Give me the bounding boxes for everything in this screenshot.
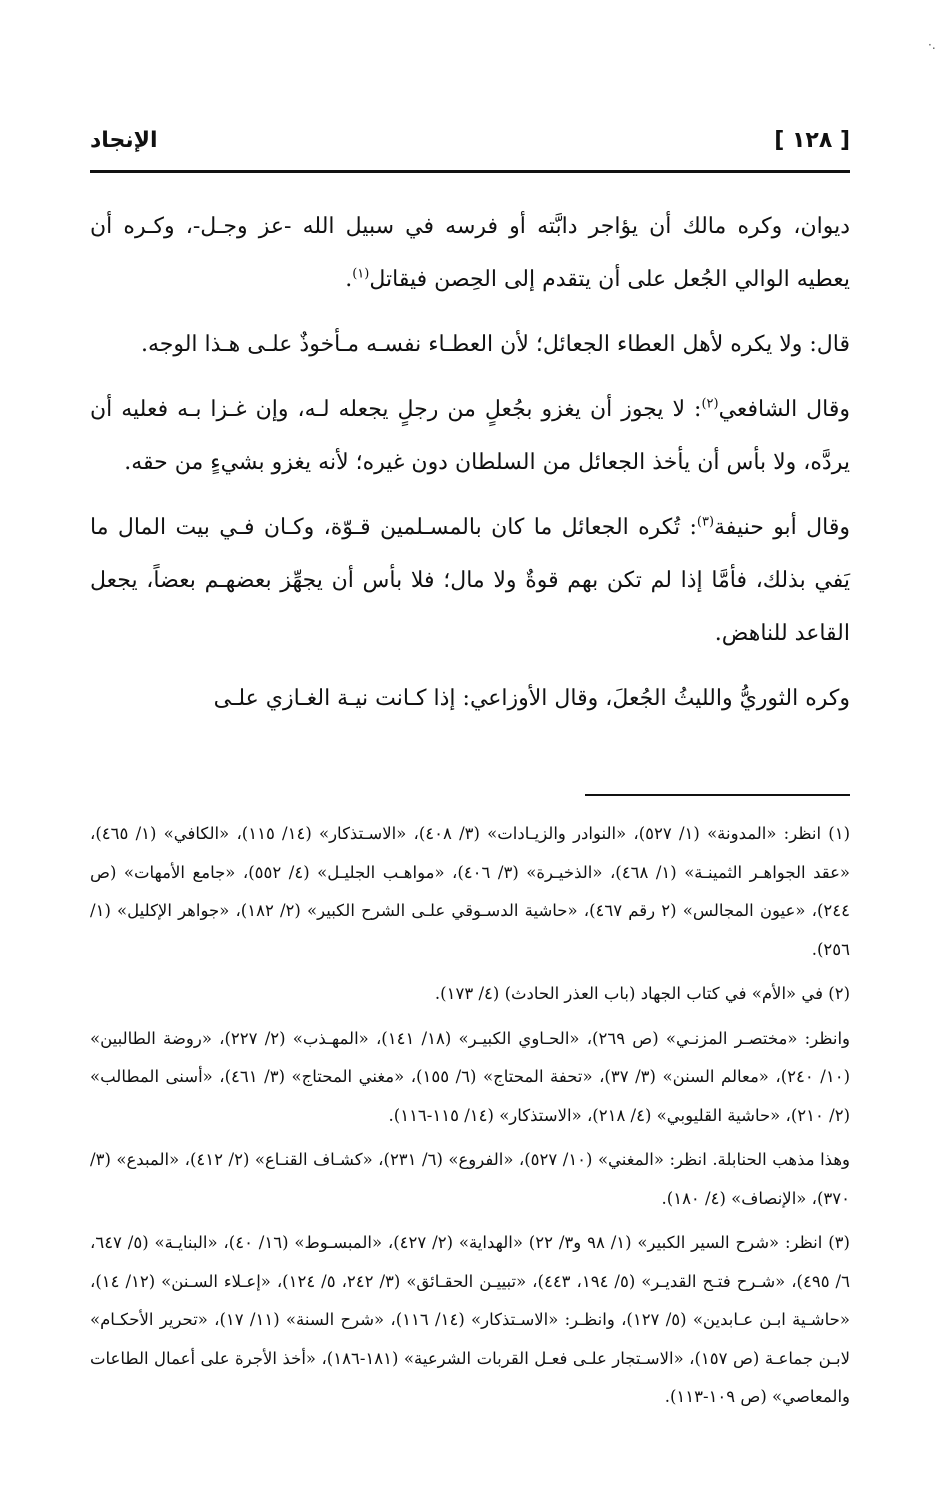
footnote-2-hanbali-refs: وهذا مذهب الحنابلة. انظر: «المغني» (١٠/ ٥٢٧)، «الفروع» (٦/ ٢٣١)، «كشـاف القنـاع» (٢/ ٤١٢)، «المبدع» (٣/ ٣٧٠)، «الإنصاف» (٤/ ١٨٠). — [90, 1150, 850, 1208]
footnote-ref[interactable]: (٢) — [701, 396, 719, 412]
page-number: [ ١٢٨ ] — [774, 128, 850, 153]
footnotes — [90, 815, 850, 1423]
paragraph-text: ديوان، وكره مالك أن يؤاجر دابَّته أو فرسه في سبيل الله -عز وجـل-، وكـره أن يعطيه الوالي الجُعل على أن يتقدم إلى الحِصن فيقاتل — [90, 214, 850, 292]
corner-mark: ·. — [928, 38, 936, 52]
running-title: الإنجاد — [90, 128, 158, 153]
paragraph-start: وقال أبو حنيفة — [714, 515, 850, 540]
footnote-ref[interactable]: (١) — [352, 266, 370, 282]
main-text — [90, 200, 850, 737]
footnote-3: (٣) انظر: «شرح السير الكبير» (١/ ٩٨ و٣/ ٢٢) «الهداية» (٢/ ٤٢٧)، «المبسـوط» (١٦/ ٤٠)، «البنايـة» (٥/ ٦٤٧، ٦/ ٤٩٥)، «شـرح فتـح القديـر» (٥/ ١٩٤، ٤٤٣)، «تبييـن الحقـائق» (٣/ ٢٤٢، ٥/ ١٢٤)، «إعـلاء السـنن» (١٢/ ١٤)، «حاشـية ابـن عـابدين» (٥/ ١٢٧)، وانظـر: «الاسـتذكار» (١٤/ ١١٦)، «شرح السنة» (١١/ ١٧)، «تحرير الأحكـام» لابـن جماعـة (ص ١٥٧)، «الاسـتجار علـى فعـل القربات الشرعية» (١٨١-١٨٦)، «أخذ الأجرة على أعمال الطاعات والمعاصي» (ص ١٠٩-١١٣). — [90, 1233, 850, 1406]
footnote-1: (١) انظر: «المدونة» (١/ ٥٢٧)، «النوادر والزيـادات» (٣/ ٤٠٨)، «الاسـتذكار» (١٤/ ١١٥)، «الكافي» (١/ ٤٦٥)، «عقد الجواهـر الثمينـة» (١/ ٤٦٨)، «الذخيـرة» (٣/ ٤٠٦)، «مواهـب الجليـل» (٤/ ٥٥٢)، «جامع الأمهات» (ص ٢٤٤)، «عيون المجالس» (٢ رقم ٤٦٧)، «حاشية الدسـوقي علـى الشرح الكبير» (٢/ ١٨٢)، «جواهر الإكليل» (١/ ٢٥٦). — [90, 824, 851, 959]
footnote-ref[interactable]: (٣) — [696, 514, 715, 530]
footnote-2-shafii-refs: وانظر: «مختصـر المزنـي» (ص ٢٦٩)، «الحـاوي الكبيـر» (١٨/ ١٤١)، «المهـذب» (٢/ ٢٢٧)، «روضة الطالبين» (١٠/ ٢٤٠)، «معالم السنن» (٣/ ٣٧)، «تحفة المحتاج» (٦/ ١٥٥)، «مغني المحتاج» (٣/ ٤٦١)، «أسنى المطالب» (٢/ ٢١٠)، «حاشية القليوبي» (٤/ ٢١٨)، «الاستذكار» (١٤/ ١١٥-١١٦). — [90, 1028, 851, 1125]
paragraph — [90, 200, 850, 306]
page-header — [90, 128, 850, 173]
paragraph-text: : تُكره الجعائل ما كان بالمسـلمين قـوّة، وكـان فـي بيت المال ما يَفي بذلك، فأمَّا إذا لم تكن بهم قوةٌ ولا مال؛ فلا بأس أن يجهِّز بعضهـم بعضاً، يجعل القاعد للناهض. — [90, 515, 850, 646]
paragraph-text: : لا يجوز أن يغزو بجُعلٍ من رجلٍ يجعله لـه، وإن غـزا بـه فعليه أن يردَّه، ولا بأس أن يأخذ الجعائل من السلطان دون غيره؛ لأنه يغزو بشيءٍ من حقه. — [90, 397, 850, 475]
paragraph-start: وقال الشافعي — [718, 397, 850, 422]
paragraph-text: قال: ولا يكره لأهل العطاء الجعائل؛ لأن العطـاء نفسـه مـأخوذٌ علـى هـذا الوجه. — [140, 332, 850, 357]
paragraph — [90, 672, 850, 725]
paragraph-text: وكره الثوريُّ والليثُ الجُعلَ، وقال الأوزاعي: إذا كـانت نيـة الغـازي علـى — [213, 686, 850, 711]
paragraph — [90, 501, 850, 660]
footnote-separator — [585, 794, 850, 796]
footnote-2: (٢) في «الأم» في كتاب الجهاد (باب العذر الحادث) (٤/ ١٧٣). — [434, 984, 850, 1003]
paragraph — [90, 318, 850, 371]
paragraph-end: . — [345, 267, 353, 292]
paragraph — [90, 383, 850, 489]
